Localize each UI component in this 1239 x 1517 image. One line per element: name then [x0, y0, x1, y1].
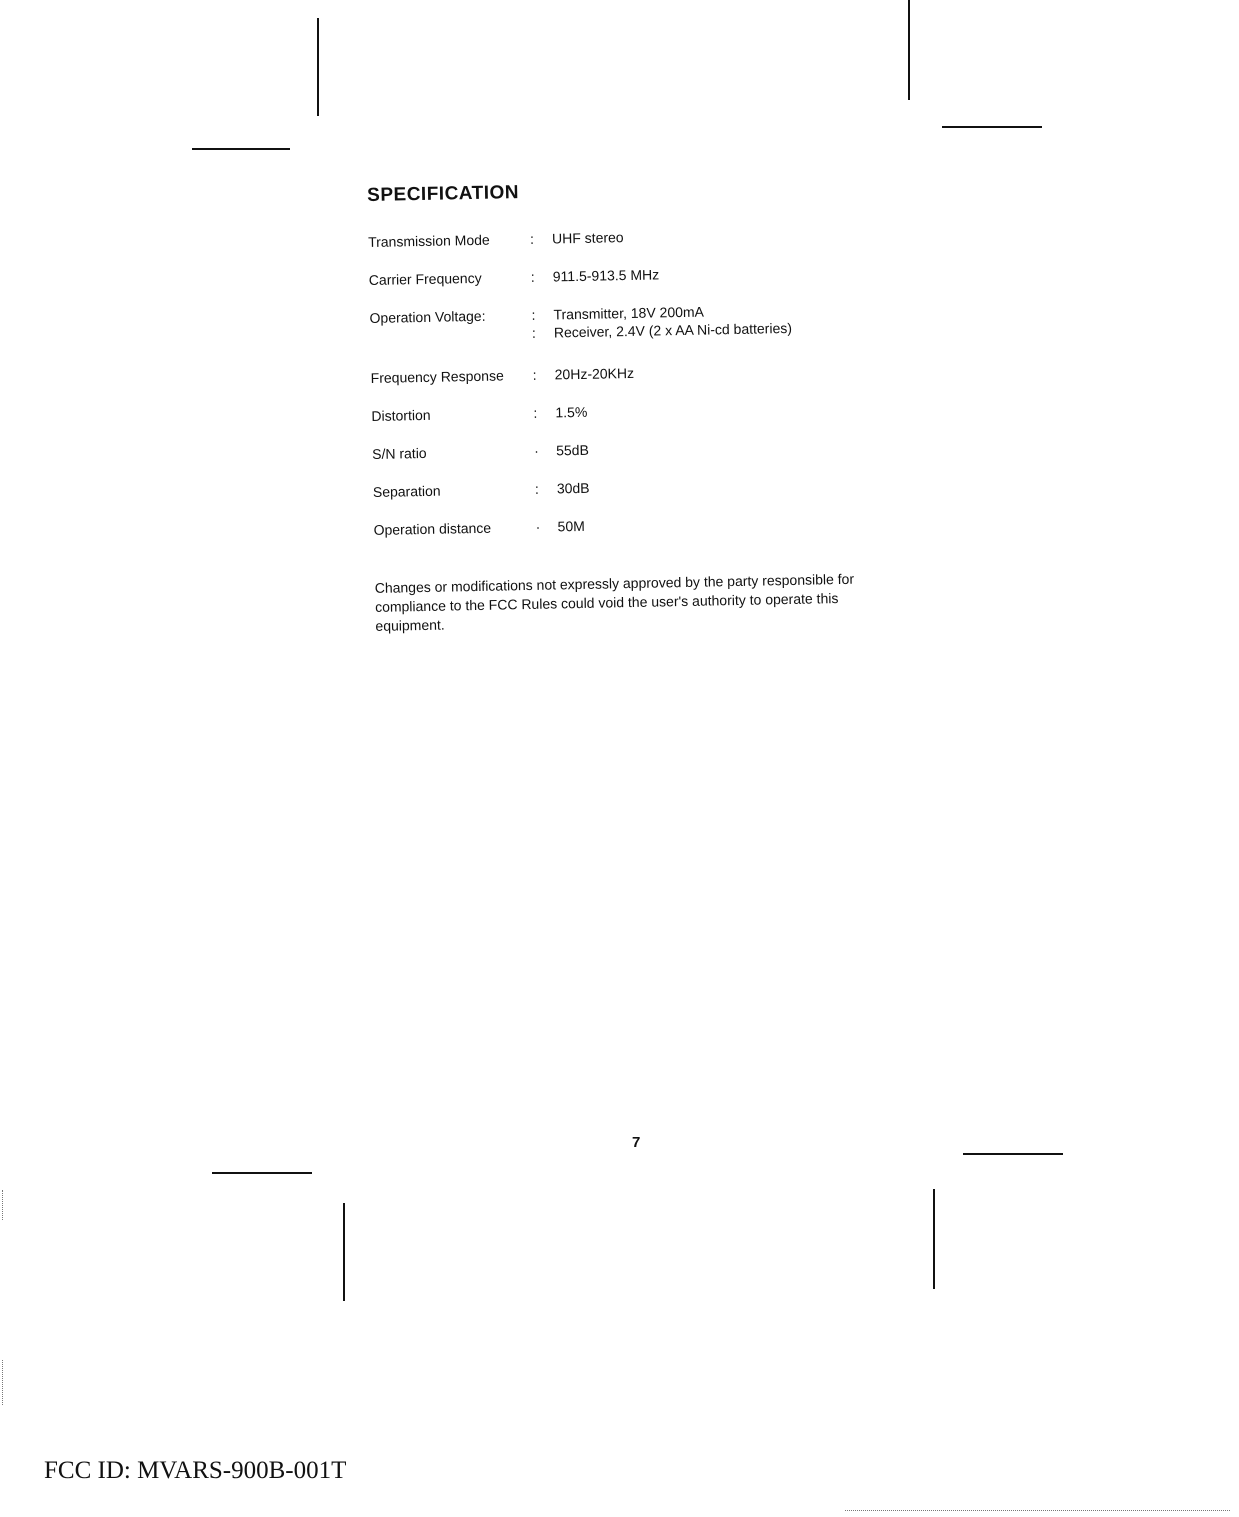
crop-mark-top-left-horizontal [192, 148, 290, 150]
spec-separator-mark: : [534, 480, 539, 497]
spec-row [373, 473, 893, 501]
spec-value: 55dB [555, 441, 589, 459]
spec-value: 1.5% [555, 403, 588, 421]
spec-value: 20Hz-20KHz [554, 364, 635, 383]
scan-edge-dots [2, 1360, 3, 1405]
spec-separator-mark: : [529, 230, 535, 247]
scan-bottom-dots [845, 1510, 1230, 1511]
spec-separator-mark: · [535, 518, 541, 535]
spec-label: S/N ratio [372, 444, 427, 462]
specification-section [367, 175, 896, 636]
spec-value: Transmitter, 18V 200mA [553, 303, 705, 323]
fcc-id: FCC ID: MVARS-900B-001T [44, 1457, 347, 1484]
spec-label: Carrier Frequency [368, 269, 482, 288]
spec-label: Distortion [371, 406, 431, 424]
spec-separator-mark: · [533, 442, 539, 459]
spec-value: 30dB [556, 479, 590, 497]
spec-values [555, 397, 891, 421]
spec-value: Receiver, 2.4V (2 x AA Ni-cd batteries) [553, 319, 793, 341]
spec-separator [533, 365, 555, 383]
spec-separator [531, 305, 554, 341]
spec-value: UHF stereo [551, 229, 624, 247]
fcc-notice: Changes or modifications not expressly approved by the party responsible for compliance to the FCC Rules could void the user's authority to operate this equipment. [374, 570, 855, 634]
spec-label: Frequency Response [370, 367, 504, 386]
spec-values [556, 435, 892, 459]
spec-values [553, 299, 890, 341]
spec-separator [534, 441, 556, 459]
crop-mark-top-right-vertical [908, 0, 910, 100]
crop-mark-bottom-left-horizontal [212, 1172, 312, 1174]
spec-separator-mark: : [531, 306, 536, 323]
crop-mark-bottom-right-vertical [933, 1189, 935, 1289]
scan-edge-dots [2, 1190, 3, 1220]
spec-row [372, 435, 892, 463]
spec-values [554, 359, 890, 383]
crop-mark-bottom-left-vertical [343, 1203, 345, 1301]
crop-mark-top-left-vertical [317, 18, 319, 116]
spec-row [371, 397, 891, 425]
spec-list [368, 223, 894, 539]
spec-values [557, 511, 893, 535]
crop-mark-top-right-horizontal [942, 126, 1042, 128]
spec-separator [531, 267, 553, 285]
spec-separator [535, 479, 557, 497]
spec-row [369, 299, 890, 345]
page-number: 7 [632, 1134, 641, 1151]
spec-label: Operation distance [373, 519, 492, 538]
spec-row [373, 511, 893, 539]
section-title: SPECIFICATION [367, 182, 520, 206]
spec-label: Transmission Mode [367, 231, 490, 250]
spec-separator-mark: : [530, 268, 535, 285]
spec-value: 50M [557, 517, 585, 535]
spec-separator-mark: : [531, 324, 536, 341]
spec-row [368, 223, 888, 251]
spec-label: Operation Voltage: [369, 307, 486, 326]
spec-row [371, 359, 891, 387]
spec-separator-mark: : [533, 404, 538, 421]
spec-values [552, 223, 888, 247]
spec-separator [535, 517, 557, 535]
spec-values [557, 473, 893, 497]
spec-values [553, 261, 889, 285]
spec-separator-mark: : [532, 366, 537, 383]
spec-row [369, 261, 889, 289]
spec-separator [530, 229, 552, 247]
spec-value: 911.5-913.5 MHz [552, 266, 660, 285]
spec-separator [533, 403, 555, 421]
spec-label: Separation [372, 482, 441, 500]
crop-mark-bottom-right-horizontal [963, 1153, 1063, 1155]
